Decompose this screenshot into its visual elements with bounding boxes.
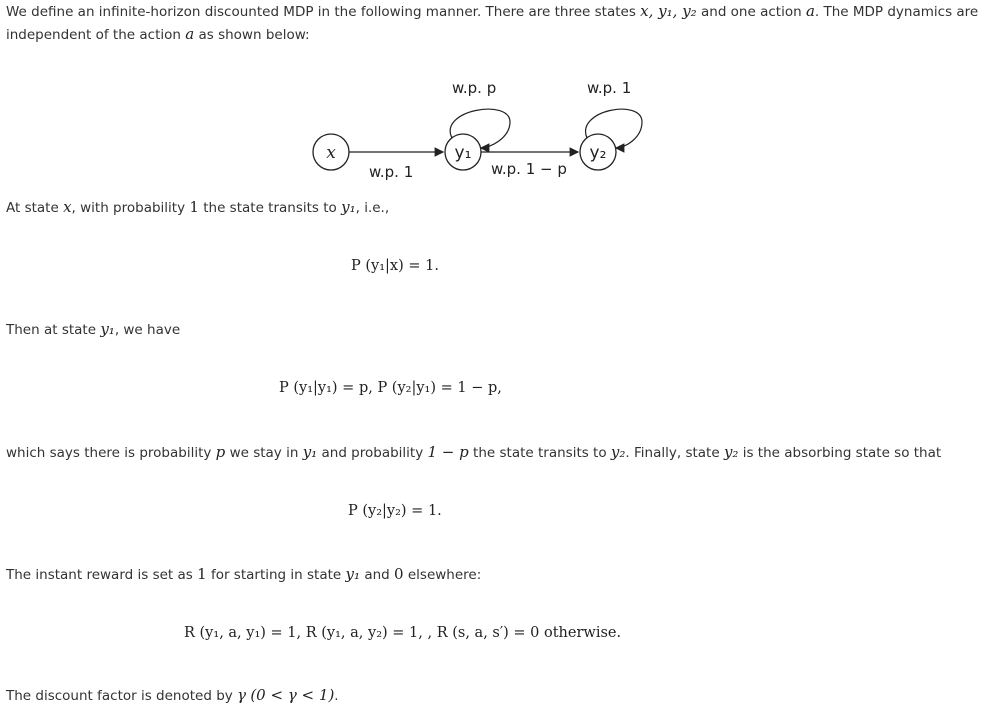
intro-text-1: We define an infinite-horizon discounted MDP in the following manner. There are three states <box>6 4 636 20</box>
para1-text-b: , with probability <box>71 200 186 216</box>
para2-text-b: , we have <box>114 322 181 338</box>
node-y2-label: y₂ <box>589 143 607 163</box>
equation-4: R (y₁, a, y₁) = 1, R (y₁, a, y₂) = 1, , R (s, a, s′) = 0 otherwise. <box>184 625 622 641</box>
para1-state: x <box>63 198 72 216</box>
label-y1-y2: w.p. 1 − p <box>491 160 567 178</box>
para5-range: (0 < γ < 1) <box>250 686 335 704</box>
equation-3: P (y₂|y₂) = 1. <box>348 503 442 519</box>
para4-zero: 0 <box>394 565 404 583</box>
para3-text-f: is the absorbing state so that <box>742 445 942 461</box>
mdp-diagram <box>0 60 983 260</box>
para3-text-a: which says there is probability <box>6 445 212 461</box>
label-y1-self: w.p. p <box>452 79 497 97</box>
para4-y1: y₁ <box>345 565 361 583</box>
para1-target: y₁ <box>341 198 356 216</box>
para5-text-a: The discount factor is denoted by <box>6 688 233 704</box>
para1-text-c: the state transits to <box>203 200 337 216</box>
para3-p: p <box>215 443 226 461</box>
para-4 <box>6 563 481 586</box>
para5-gamma: γ <box>237 686 247 704</box>
para2-text-a: Then at state <box>6 322 97 338</box>
para-3 <box>6 441 941 464</box>
para1-text-a: At state <box>6 200 59 216</box>
para3-text-e: . Finally, state <box>625 445 720 461</box>
equation-1: P (y₁|x) = 1. <box>351 258 439 274</box>
equation-2: P (y₁|y₁) = p, P (y₂|y₁) = 1 − p, <box>279 380 502 396</box>
para4-text-d: elsewhere: <box>407 567 482 583</box>
intro-text-4: independent of the action <box>6 27 181 43</box>
para1-text-d: , i.e., <box>355 200 390 216</box>
para3-y1: y₁ <box>302 443 318 461</box>
label-y2-self: w.p. 1 <box>587 79 632 97</box>
para3-y2-b: y₂ <box>723 443 739 461</box>
para-2 <box>6 318 180 341</box>
para3-text-b: we stay in <box>229 445 299 461</box>
para-1 <box>6 196 389 219</box>
para4-text-b: for starting in state <box>210 567 342 583</box>
node-x-label: x <box>326 143 336 163</box>
para2-state: y₁ <box>100 320 115 338</box>
para-5 <box>6 684 339 707</box>
intro-action-2: a <box>185 25 195 43</box>
intro-line-2 <box>6 23 310 46</box>
intro-line-1 <box>6 0 978 23</box>
label-x-y1: w.p. 1 <box>369 163 414 181</box>
para4-one: 1 <box>197 565 207 583</box>
para4-text-a: The instant reward is set as <box>6 567 193 583</box>
node-y1-label: y₁ <box>454 143 472 163</box>
para1-one: 1 <box>189 198 199 216</box>
intro-text-3: . The MDP dynamics are <box>814 4 979 20</box>
intro-states: x, y₁, y₂ <box>640 2 697 20</box>
para3-text-c: and probability <box>321 445 424 461</box>
intro-text-5: as shown below: <box>198 27 310 43</box>
para4-text-c: and <box>364 567 390 583</box>
para5-text-end: . <box>334 688 339 704</box>
para3-y2: y₂ <box>610 443 626 461</box>
intro-action: a <box>805 2 815 20</box>
para3-text-d: the state transits to <box>473 445 607 461</box>
intro-text-2: and one action <box>700 4 802 20</box>
para3-one-minus-p: 1 − p <box>427 443 469 461</box>
